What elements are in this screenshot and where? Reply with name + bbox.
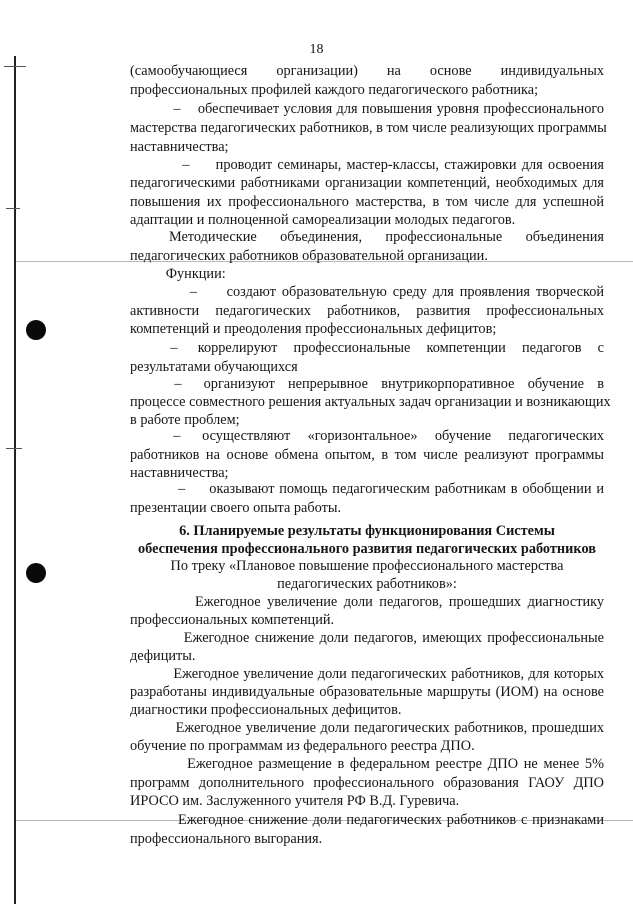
text-line: адаптации и полноценной самореализации молодых педагогов. xyxy=(130,212,516,228)
text-line: Методические объединения, профессиональные объединения xyxy=(130,229,604,245)
section-heading-line: 6. Планируемые результаты функционирования Системы xyxy=(179,523,555,539)
text-line: мастерства педагогических работников, в том числе реализующих программы xyxy=(130,120,607,136)
text-line: (самообучающиеся организации) на основе индивидуальных xyxy=(130,63,604,79)
scan-mark xyxy=(6,208,20,209)
scan-mark xyxy=(4,66,26,67)
text-line: ИРОСО им. Заслуженного учителя РФ В.Д. Гуревича. xyxy=(130,793,460,809)
text-line: педагогических работников»: xyxy=(277,576,457,592)
left-scan-edge xyxy=(14,56,16,904)
text-line: дефициты. xyxy=(130,648,196,664)
text-line: диагностики профессиональных дефицитов. xyxy=(130,702,402,718)
text-line: Ежегодное увеличение доли педагогических работников, прошедших xyxy=(130,720,604,736)
text-line: процессе совместного решения актуальных задач организации и возникающих xyxy=(130,394,611,410)
binder-hole-top xyxy=(26,320,46,340)
text-line: разработаны индивидуальные образовательные маршруты (ИОМ) на основе xyxy=(130,684,604,700)
text-line: – организуют непрерывное внутрикорпоративное обучение в xyxy=(130,376,604,392)
text-line: Ежегодное увеличение доли педагогических работников, для которых xyxy=(130,666,604,682)
text-line: активности педагогических работников, развития профессиональных xyxy=(130,303,604,319)
text-line: Ежегодное снижение доли педагогов, имеющих профессиональные xyxy=(130,630,604,646)
text-line: Ежегодное размещение в федеральном реестре ДПО не менее 5% xyxy=(130,756,604,772)
text-line: По треку «Плановое повышение профессионального мастерства xyxy=(170,558,564,574)
text-line: – проводит семинары, мастер-классы, стажировки для освоения xyxy=(130,157,604,173)
text-line: повышения их профессионального мастерства, в том числе для успешной xyxy=(130,194,604,210)
section-heading-line: обеспечения профессионального развития педагогических работников xyxy=(138,541,596,557)
text-line: компетенций и преодоления профессиональных дефицитов; xyxy=(130,321,497,337)
text-line: – создают образовательную среду для проявления творческой xyxy=(130,284,604,300)
text-line: – коррелируют профессиональные компетенции педагогов с xyxy=(130,340,604,356)
text-line: результатами обучающихся xyxy=(130,359,298,375)
text-line: педагогических работников образовательной организации. xyxy=(130,248,488,264)
page-number: 18 xyxy=(309,42,324,57)
text-line: в работе проблем; xyxy=(130,412,240,428)
text-line: наставничества; xyxy=(130,465,229,481)
scan-mark xyxy=(6,448,22,449)
text-line: педагогическими работниками организации компетенций, необходимых для xyxy=(130,175,604,191)
text-line: – оказывают помощь педагогическим работникам в обобщении и xyxy=(130,481,604,497)
text-line: обучение по программам из федерального реестра ДПО. xyxy=(130,738,475,754)
text-line: Ежегодное увеличение доли педагогов, прошедших диагностику xyxy=(130,594,604,610)
binder-hole-bottom xyxy=(26,563,46,583)
text-line: профессиональных профилей каждого педагогического работника; xyxy=(130,82,539,98)
text-line: – обеспечивает условия для повышения уровня профессионального xyxy=(130,101,604,117)
text-line: презентации своего опыта работы. xyxy=(130,500,342,516)
text-line: Функции: xyxy=(130,266,226,282)
text-line: профессионального выгорания. xyxy=(130,831,323,847)
text-line: – осуществляют «горизонтальное» обучение педагогических xyxy=(130,428,604,444)
text-line: работников на основе обмена опытом, в том числе реализуют программы xyxy=(130,447,604,463)
text-line: наставничества; xyxy=(130,139,229,155)
text-line: профессиональных компетенций. xyxy=(130,612,335,628)
text-line: программ дополнительного профессионального образования ГАОУ ДПО xyxy=(130,775,604,791)
text-line: Ежегодное снижение доли педагогических работников с признаками xyxy=(130,812,604,828)
